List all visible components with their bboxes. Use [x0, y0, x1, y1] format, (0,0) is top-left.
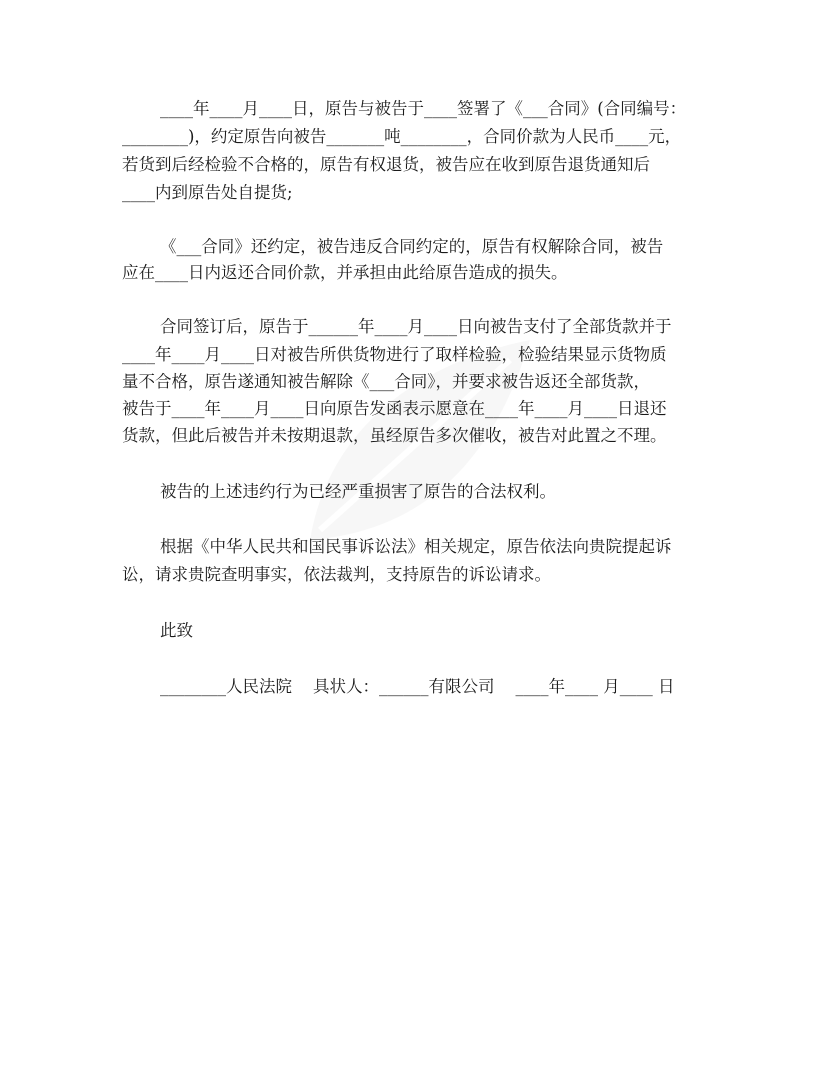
paragraph-5-line-2: 讼，请求贵院查明事实，依法裁判，支持原告的诉讼请求。	[122, 565, 551, 584]
paragraph-3-line-1: 合同签订后，原告于______年____月____日向被告支付了全部货款并于	[160, 317, 672, 336]
paragraph-1-line-2: ________)，约定原告向被告_______吨________，合同价款为人民币____元，	[122, 127, 682, 146]
paragraph-1-line-3: 若货到后经检验不合格的，原告有权退货，被告应在收到原告退货通知后	[122, 155, 650, 174]
paragraph-1-line-4: ____内到原告处自提货;	[122, 183, 293, 202]
paragraph-3-line-5: 货款，但此后被告并未按期退款，虽经原告多次催收，被告对此置之不理。	[122, 426, 667, 445]
paragraph-3-line-2: ____年____月____日对被告所供货物进行了取样检验，检验结果显示货物质	[122, 345, 667, 364]
paragraph-3-line-4: 被告于____年____月____日向原告发函表示愿意在____年____月____日退还	[122, 399, 667, 418]
paragraph-2-line-2: 应在____日内返还合同价款，并承担由此给原告造成的损失。	[122, 263, 568, 282]
closing-salutation: 此致	[160, 621, 193, 640]
paragraph-4-line-1: 被告的上述违约行为已经严重损害了原告的合法权利。	[160, 482, 556, 501]
paragraph-2-line-1: 《___合同》还约定，被告违反合同约定的，原告有权解除合同，被告	[160, 237, 664, 256]
signature-line: ________人民法院 具状人：______有限公司 ____年____ 月____ 日	[160, 677, 675, 696]
paragraph-3-line-3: 量不合格，原告遂通知被告解除《___合同》，并要求被告返还全部货款，	[122, 372, 650, 391]
paragraph-5-line-1: 根据《中华人民共和国民事诉讼法》相关规定，原告依法向贵院提起诉	[160, 537, 672, 556]
paragraph-1-line-1: ____年____月____日，原告与被告于____签署了《___合同》(合同编号：	[160, 99, 687, 118]
